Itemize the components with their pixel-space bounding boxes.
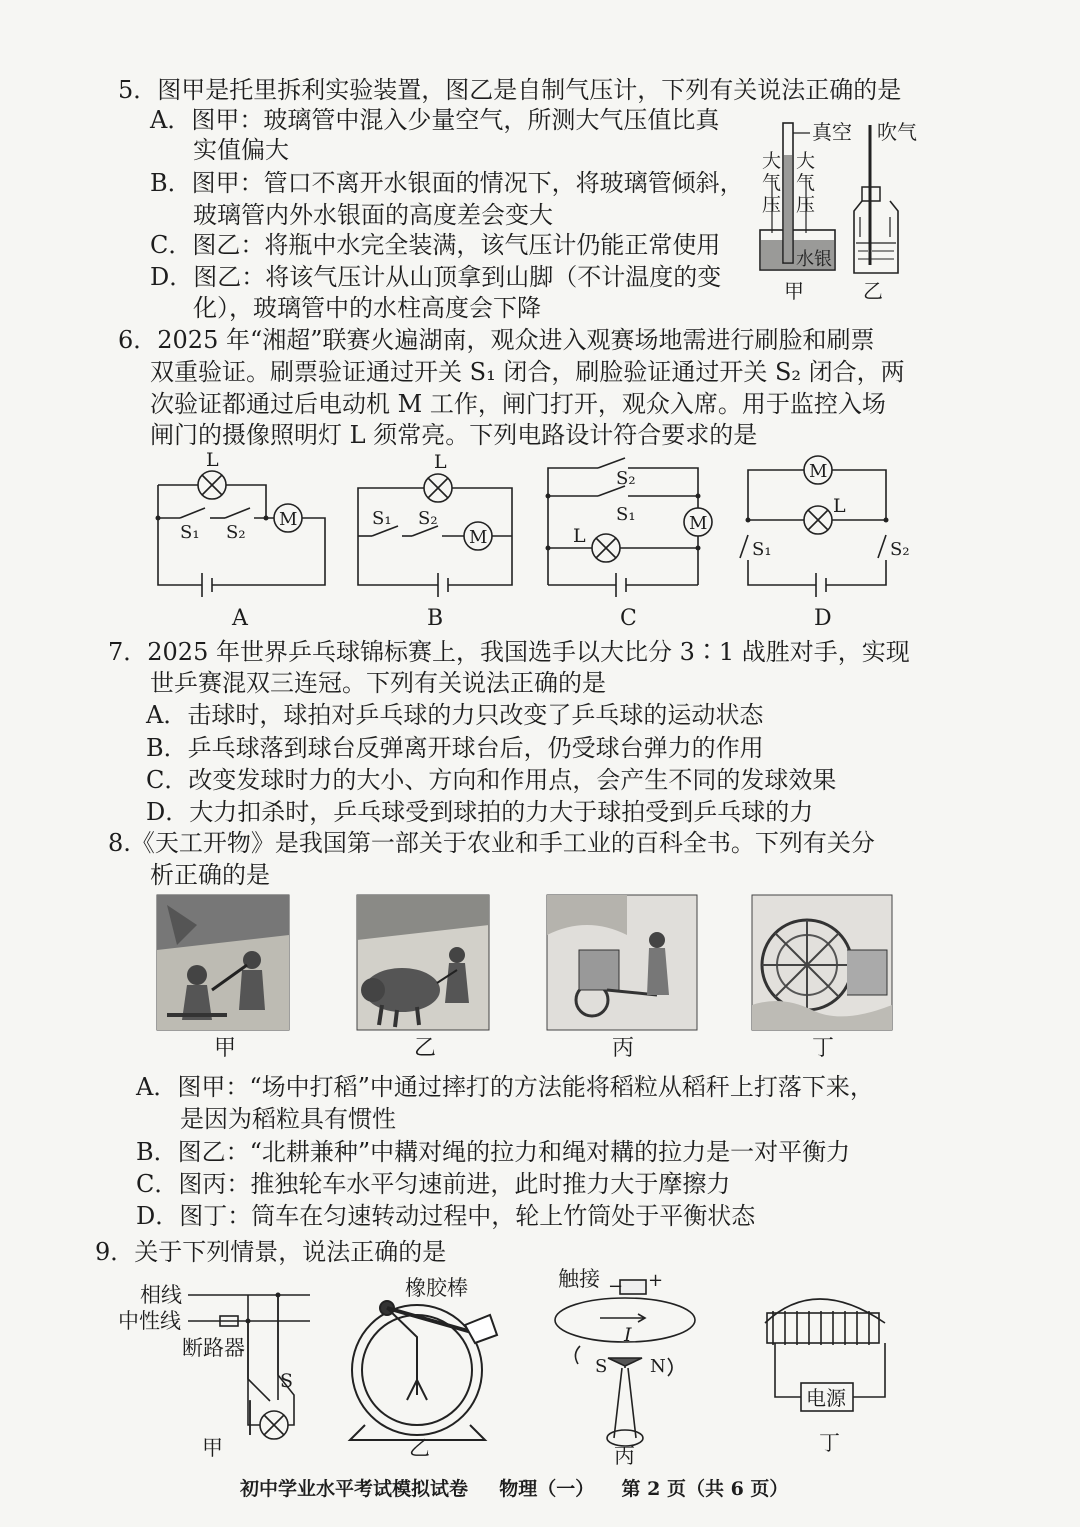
q9-household-circuit — [110, 1275, 320, 1465]
mercury-label: 水银 — [796, 249, 832, 270]
circuit-b-motor-label: M — [469, 527, 488, 548]
q5-option-b: B．图甲：管口不离开水银面的情况下，将玻璃管倾斜， — [150, 169, 744, 197]
q9-caption-jia: 甲 — [202, 1436, 223, 1460]
atm-label-right: 大气压 — [796, 150, 816, 216]
circuit-c — [540, 450, 720, 640]
circuit-d-s1-label: S₁ — [752, 539, 772, 560]
neutral-wire-label: 中性线 — [118, 1309, 181, 1333]
circuit-a — [150, 450, 340, 640]
illustration-caption-yi: 乙 — [413, 1036, 436, 1061]
vacuum-label: 真空 — [812, 120, 852, 144]
q7-line1: 7．2025 年世界乒乓球锦标赛上，我国选手以大比分 3∶1 战胜对手，实现 — [108, 638, 910, 666]
q5-pressure-figure — [750, 115, 930, 315]
q7-option-d: D．大力扣杀时，乒乓球受到球拍的力大于球拍受到乒乓球的力 — [146, 798, 814, 826]
illustration-waterwheel — [752, 895, 892, 1030]
illustration-wheelbarrow — [547, 895, 697, 1030]
circuit-a-s2-label: S₂ — [226, 522, 246, 543]
q9-oersted-experiment — [550, 1268, 700, 1468]
circuit-c-lamp-label: L — [573, 525, 586, 547]
q5-stem: 5．图甲是托里拆利实验装置，图乙是自制气压计，下列有关说法正确的是 — [118, 76, 902, 104]
homemade-barometer — [854, 125, 898, 273]
power-source-label: 电源 — [806, 1386, 846, 1410]
footer-subject: 物理（一） — [499, 1478, 595, 1500]
page-footer — [240, 1474, 788, 1501]
south-pole-label: S — [595, 1356, 608, 1377]
q8-option-d: D．图丁：筒车在匀速转动过程中，轮上竹筒处于平衡状态 — [136, 1202, 756, 1230]
illustration-threshing — [157, 895, 289, 1030]
q8-option-b: B．图乙：“北耕兼种”中耩对绳的拉力和绳对耩的拉力是一对平衡力 — [136, 1138, 851, 1166]
circuit-b — [350, 450, 540, 640]
footer-exam-title: 初中学业水平考试模拟试卷 — [240, 1478, 469, 1500]
circuit-c-s1-label: S₁ — [616, 504, 636, 525]
q7-line2: 世乒赛混双三连冠。下列有关说法正确的是 — [150, 669, 606, 697]
circuit-c-label: C — [620, 606, 637, 631]
q8-option-a-cont: 是因为稻粒具有惯性 — [180, 1105, 396, 1133]
q8-option-c: C．图丙：推独轮车水平匀速前进，此时推力大于摩擦力 — [136, 1170, 731, 1198]
q6-line2: 双重验证。刷票验证通过开关 S₁ 闭合，刷脸验证通过开关 S₂ 闭合，两 — [150, 358, 905, 386]
circuit-d-s2-label: S₂ — [890, 539, 910, 560]
battery-minus-label: − — [608, 1276, 624, 1297]
circuit-c-motor-label: M — [689, 513, 708, 534]
illustration-caption-ding: 丁 — [811, 1036, 834, 1061]
q6-line4: 闸门的摄像照明灯 L 须常亮。下列电路设计符合要求的是 — [150, 421, 758, 449]
blow-label: 吹气 — [877, 120, 917, 144]
q9-switch-label: S — [280, 1370, 294, 1392]
q6-line1: 6．2025 年“湘超”联赛火遍湖南，观众进入观赛场地需进行刷脸和刷票 — [118, 326, 875, 354]
q8-line1: 8.《天工开物》是我国第一部关于农业和手工业的百科全书。下列有关分 — [108, 829, 875, 857]
fig-jia-caption: 甲 — [784, 279, 804, 303]
fig-yi-caption: 乙 — [863, 279, 883, 303]
q9-caption-ding: 丁 — [819, 1431, 840, 1455]
circuit-c-s2-label: S₂ — [616, 468, 636, 489]
circuit-b-label: B — [427, 606, 444, 631]
q9-stem: 9．关于下列情景，说法正确的是 — [95, 1238, 447, 1266]
q9-caption-yi: 乙 — [409, 1436, 430, 1460]
north-pole-label: N — [650, 1356, 666, 1377]
circuit-b-lamp-label: L — [434, 451, 447, 473]
q6-line3: 次验证都通过后电动机 M 工作，闸门打开，观众入席。用于监控入场 — [150, 390, 886, 418]
circuit-b-s2-label: S₂ — [418, 508, 438, 529]
circuit-d — [740, 450, 920, 640]
q5-option-a-cont: 实值偏大 — [193, 136, 289, 164]
circuit-a-label: A — [232, 606, 248, 631]
q5-option-d: D．图乙：将该气压计从山顶拿到山脚（不计温度的变 — [150, 263, 722, 291]
q5-option-c: C．图乙：将瓶中水完全装满，该气压计仍能正常使用 — [150, 231, 721, 259]
illustration-caption-bing: 丙 — [611, 1036, 634, 1061]
circuit-a-motor-label: M — [279, 509, 298, 530]
q7-option-c: C．改变发球时力的大小、方向和作用点，会产生不同的发球效果 — [146, 766, 837, 794]
battery-plus-label: + — [648, 1270, 664, 1291]
breaker-label: 断路器 — [182, 1336, 245, 1360]
footer-page-number: 第 2 页（共 6 页） — [621, 1478, 789, 1500]
circuit-a-lamp-label: L — [206, 449, 219, 471]
q9-caption-bing: 丙 — [614, 1444, 635, 1468]
q9-solenoid — [745, 1285, 925, 1465]
circuit-d-label: D — [814, 606, 832, 631]
rubber-rod-label: 橡胶棒 — [405, 1276, 468, 1300]
q8-option-a: A．图甲：“场中打稻”中通过摔打的方法能将稻粒从稻秆上打落下来， — [136, 1073, 874, 1101]
q9-electroscope — [335, 1275, 525, 1465]
circuit-d-motor-label: M — [809, 461, 828, 482]
q7-option-b: B．乒乓球落到球台反弹离开球台后，仍受球台弹力的作用 — [146, 734, 764, 762]
touch-label: 触接 — [558, 1267, 600, 1291]
q8-line2: 析正确的是 — [150, 861, 270, 889]
q5-option-d-cont: 化），玻璃管中的水柱高度会下降 — [193, 294, 541, 322]
illustration-plowing — [357, 895, 489, 1030]
circuit-a-s1-label: S₁ — [180, 522, 200, 543]
q5-option-b-cont: 玻璃管内外水银面的高度差会变大 — [193, 201, 553, 229]
q7-option-a: A．击球时，球拍对乒乓球的力只改变了乒乓球的运动状态 — [146, 701, 764, 729]
current-label: I — [624, 1324, 632, 1346]
circuit-d-lamp-label: L — [833, 495, 846, 517]
q5-option-a: A．图甲：玻璃管中混入少量空气，所测大气压值比真 — [150, 106, 720, 134]
live-wire-label: 相线 — [140, 1283, 182, 1307]
circuit-b-s1-label: S₁ — [372, 508, 392, 529]
atm-label-left: 大气压 — [762, 150, 782, 216]
illustration-caption-jia: 甲 — [213, 1036, 236, 1061]
